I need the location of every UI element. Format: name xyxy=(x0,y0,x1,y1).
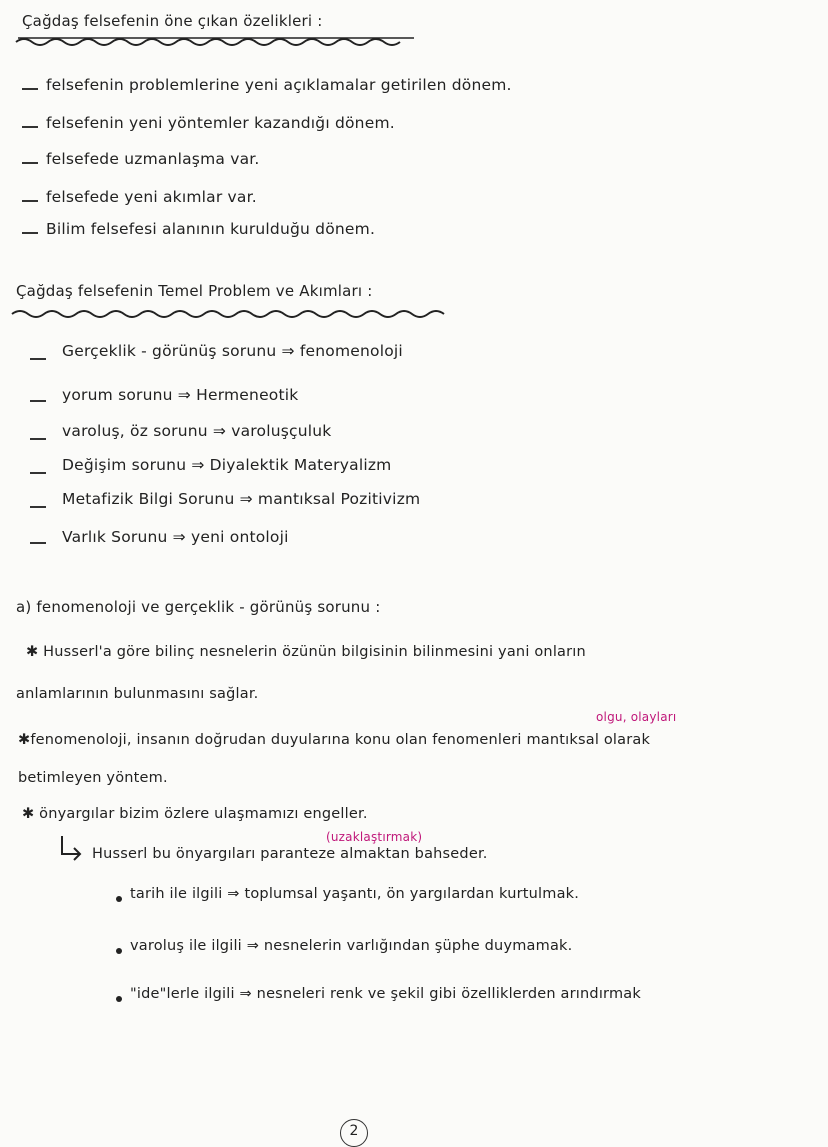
paragraph-onyargi: ✱ önyargılar bizim özlere ulaşmamızı engeller. xyxy=(22,806,368,822)
dash-marker xyxy=(22,88,38,90)
section1-item: Bilim felsefesi alanının kurulduğu dönem. xyxy=(46,220,376,238)
bullet-item: varoluş ile ilgili ⇒ nesnelerin varlığından şüphe duymamak. xyxy=(130,938,573,954)
husserl-parantez-line: Husserl bu önyargıları parantezе almaktan bahseder. xyxy=(92,846,488,862)
dash-marker xyxy=(30,542,46,544)
bullet-marker xyxy=(116,896,122,902)
dash-marker xyxy=(30,506,46,508)
bullet-marker xyxy=(116,948,122,954)
heading-underline-1 xyxy=(14,36,414,50)
dash-marker xyxy=(30,400,46,402)
dash-marker xyxy=(22,200,38,202)
section3-heading: a) fenomenoloji ve gerçeklik - görünüş sorunu : xyxy=(16,598,381,616)
section2-heading: Çağdaş felsefenin Temel Problem ve Akımları : xyxy=(16,282,373,300)
section1-heading: Çağdaş felsefenin öne çıkan özelikleri : xyxy=(22,12,323,30)
section1-item: felsefede yeni akımlar var. xyxy=(46,188,257,206)
section2-item: yorum sorunu ⇒ Hermeneotik xyxy=(62,386,299,404)
section2-item: Metafizik Bilgi Sorunu ⇒ mantıksal Pozitivizm xyxy=(62,490,421,508)
bullet-item: tarih ile ilgili ⇒ toplumsal yaşantı, ön yargılardan kurtulmak. xyxy=(130,886,580,902)
paragraph-fenomenoloji: ✱fenomenoloji, insanın doğrudan duyularına konu olan fenomenleri mantıksal olarak xyxy=(18,732,651,748)
section2-item: varoluş, öz sorunu ⇒ varoluşçuluk xyxy=(62,422,332,440)
dash-marker xyxy=(22,232,38,234)
dash-marker xyxy=(22,162,38,164)
dash-marker xyxy=(30,358,46,360)
section1-item: felsefenin problemlerine yeni açıklamalar getirilen dönem. xyxy=(46,76,512,94)
annotation-note: (uzaklaştırmak) xyxy=(326,830,423,844)
paragraph-husserl-cont: anlamlarının bulunmasını sağlar. xyxy=(16,686,259,702)
paragraph-husserl: ✱ Husserl'a göre bilinç nesnelerin özünün bilgisinin bilinmesini yani onların xyxy=(26,644,586,660)
bullet-item: "ide"lerle ilgili ⇒ nesneleri renk ve şekil gibi özelliklerden arındırmak xyxy=(130,986,641,1002)
section2-item: Değişim sorunu ⇒ Diyalektik Materyalizm xyxy=(62,456,392,474)
section2-item: Gerçeklik - görünüş sorunu ⇒ fenomenoloji xyxy=(62,342,403,360)
return-arrow-icon xyxy=(58,834,84,862)
paragraph-fenomenoloji-cont: betimleyen yöntem. xyxy=(18,770,168,786)
bullet-marker xyxy=(116,996,122,1002)
annotation-note: olgu, olayları xyxy=(596,710,677,724)
dash-marker xyxy=(30,472,46,474)
page-number: 2 xyxy=(340,1119,368,1147)
section1-item: felsefede uzmanlaşma var. xyxy=(46,150,260,168)
dash-marker xyxy=(22,126,38,128)
section1-item: felsefenin yeni yöntemler kazandığı dönem. xyxy=(46,114,395,132)
section2-item: Varlık Sorunu ⇒ yeni ontoloji xyxy=(62,528,289,546)
heading-underline-2 xyxy=(10,308,460,322)
dash-marker xyxy=(30,438,46,440)
